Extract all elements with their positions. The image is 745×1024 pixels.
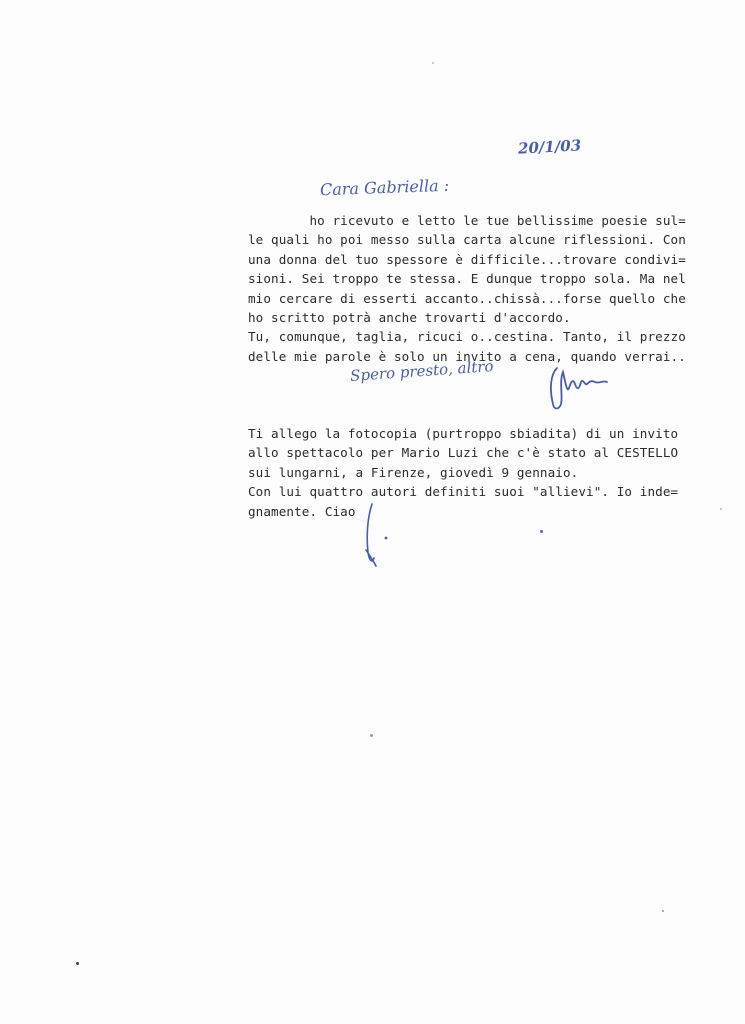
paragraph-1-line: le quali ho poi messo sulla carta alcune riflessioni. Con xyxy=(248,232,686,248)
paragraph-2-line: allo spettacolo per Mario Luzi che c'è stato al CESTELLO xyxy=(248,445,679,461)
paragraph-2-line: sui lungarni, a Firenze, giovedì 9 gennaio. xyxy=(248,464,579,480)
scan-speck xyxy=(720,508,722,510)
paragraph-1-line: ho ricevuto e letto le tue bellissime poesie sul= xyxy=(248,213,686,228)
scan-speck xyxy=(662,910,664,912)
scan-speck xyxy=(76,962,79,965)
paragraph-2-line: Con lui quattro autori definiti suoi "allievi". Io inde= xyxy=(248,484,679,500)
paragraph-1-line: Tu, comunque, taglia, ricuci o..cestina. Tanto, il prezzo xyxy=(248,329,686,345)
scan-speck xyxy=(370,734,373,737)
paragraph-1-line: delle mie parole è solo un invito a cena, quando verrai.. xyxy=(248,348,686,364)
paragraph-1-line: una donna del tuo spessore è difficile...trovare condivi= xyxy=(248,251,686,267)
initial-signature xyxy=(360,500,400,570)
salutation: Cara Gabriella : xyxy=(319,175,450,200)
handwritten-closing: Spero presto, altro xyxy=(349,357,495,385)
scan-speck xyxy=(432,62,434,64)
paragraph-1-line: sioni. Sei troppo te stessa. E dunque troppo sola. Ma nel xyxy=(248,271,686,287)
scan-speck xyxy=(540,530,543,533)
paragraph-2-line: gnamente. Ciao xyxy=(248,503,356,519)
paragraph-2 xyxy=(248,424,678,521)
signature xyxy=(545,360,615,415)
paragraph-1-line: ho scritto potrà anche trovarti d'accordo. xyxy=(248,309,571,325)
paragraph-1 xyxy=(248,211,686,366)
paragraph-1-line: mio cercare di esserti accanto..chissà...forse quello che xyxy=(248,290,686,306)
handwritten-date: 20/1/03 xyxy=(517,136,582,158)
paragraph-2-line: Ti allego la fotocopia (purtroppo sbiadita) di un invito xyxy=(248,426,679,441)
